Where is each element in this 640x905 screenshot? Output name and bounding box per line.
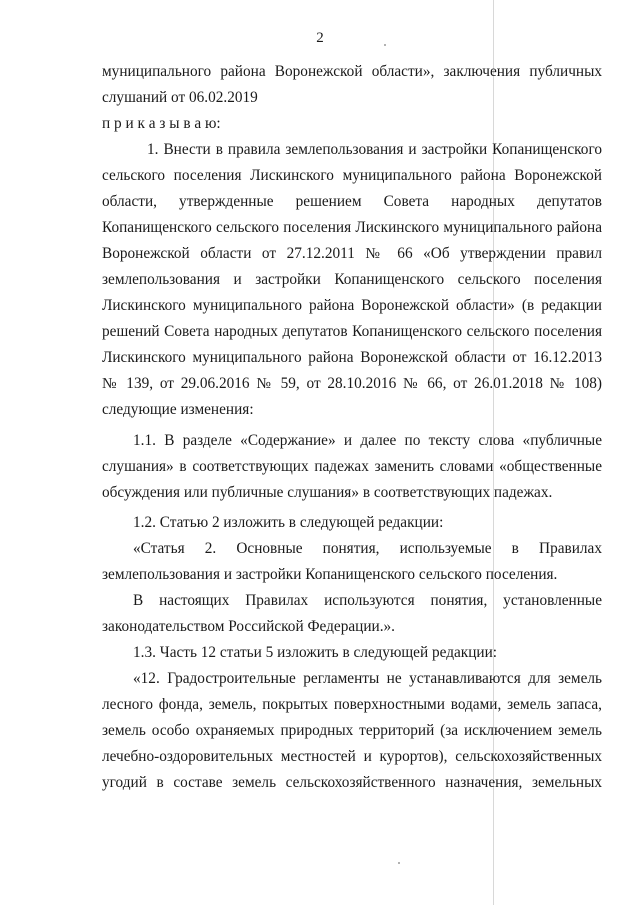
scan-fold-line bbox=[493, 0, 494, 905]
text-line: № 139, от 29.06.2016 № 59, от 28.10.2016 № 66, от 26.01.2018 № 108) bbox=[102, 375, 602, 392]
text-line: Лискинского муниципального района Воронежской области от 16.12.2013 bbox=[102, 349, 602, 366]
text-line: 1.2. Статью 2 изложить в следующей редакции: bbox=[133, 514, 444, 531]
text-line: лесного фонда, земель, покрытых поверхностными водами, земель запаса, bbox=[102, 696, 602, 713]
text-line: 1.1. В разделе «Содержание» и далее по тексту слова «публичные bbox=[133, 432, 602, 449]
text-line: 1. Внести в правила землепользования и застройки Копанищенского bbox=[147, 141, 602, 158]
scan-speck bbox=[398, 862, 400, 864]
text-line: 1.3. Часть 12 статьи 5 изложить в следующей редакции: bbox=[133, 644, 498, 661]
scan-speck bbox=[384, 44, 386, 46]
text-line: муниципального района Воронежской области», заключения публичных bbox=[102, 63, 602, 80]
text-line: лечебно-оздоровительных местностей и курортов), сельскохозяйственных bbox=[102, 748, 602, 765]
text-line: «12. Градостроительные регламенты не устанавливаются для земель bbox=[133, 670, 602, 687]
text-line: законодательством Российской Федерации.». bbox=[102, 618, 395, 635]
text-line: решений Совета народных депутатов Копанищенского сельского поселения bbox=[102, 323, 602, 340]
page-number: 2 bbox=[316, 30, 324, 46]
text-line: обсуждения или публичные слушания» в соответствующих падежах. bbox=[102, 484, 553, 501]
text-line: слушаний от 06.02.2019 bbox=[102, 89, 258, 106]
text-line: Копанищенского сельского поселения Лискинского муниципального района bbox=[102, 219, 602, 236]
text-line: Лискинского муниципального района Воронежской области» (в редакции bbox=[102, 297, 602, 314]
text-line: землепользования и застройки Копанищенского сельского поселения bbox=[102, 271, 602, 288]
text-line: В настоящих Правилах используются понятия, установленные bbox=[133, 592, 602, 609]
text-line: угодий в составе земель сельскохозяйственного назначения, земельных bbox=[102, 774, 602, 791]
text-line: следующие изменения: bbox=[102, 401, 254, 418]
text-line: землепользования и застройки Копанищенского сельского поселения. bbox=[102, 566, 558, 583]
text-line: «Статья 2. Основные понятия, используемые в Правилах bbox=[133, 540, 602, 557]
text-line: земель особо охраняемых природных территорий (за исключением земель bbox=[102, 722, 602, 739]
text-line: слушания» в соответствующих падежах заменить словами «общественные bbox=[102, 458, 602, 475]
text-line: области, утвержденные решением Совета народных депутатов bbox=[102, 193, 602, 210]
text-line: сельского поселения Лискинского муниципального района Воронежской bbox=[102, 167, 602, 184]
text-line: Воронежской области от 27.12.2011 № 66 «Об утверждении правил bbox=[102, 245, 602, 262]
text-line: п р и к а з ы в а ю: bbox=[102, 115, 221, 132]
